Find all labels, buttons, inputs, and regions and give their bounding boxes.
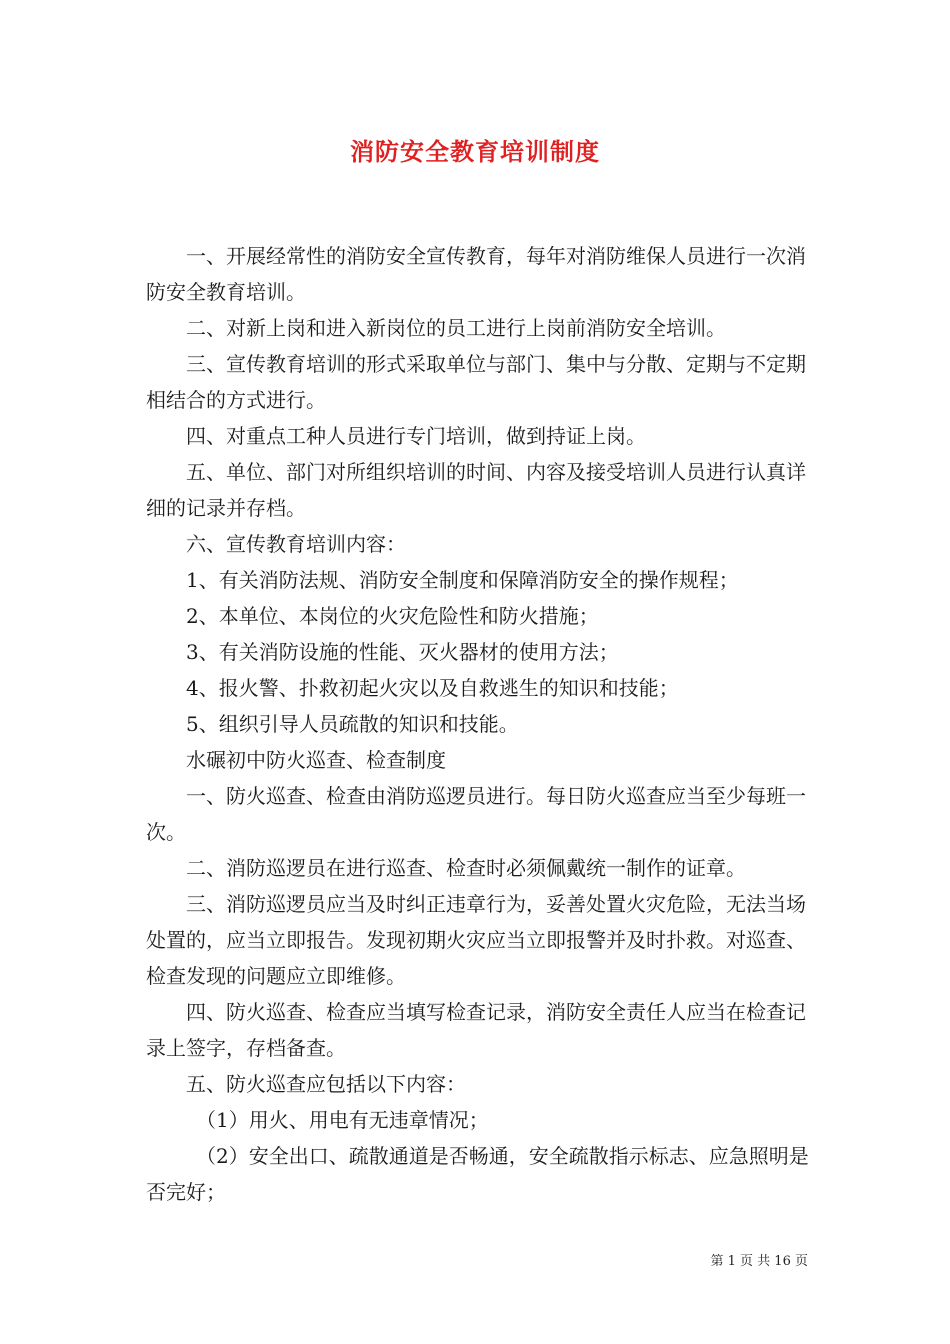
- page-number-footer: [0, 1250, 808, 1269]
- paragraph: 五、单位、部门对所组织培训的时间、内容及接受培训人员进行认真详细的记录并存档。: [146, 460, 806, 520]
- paragraph: 四、防火巡查、检查应当填写检查记录，消防安全责任人应当在检查记录上签字，存档备查。: [146, 1000, 806, 1060]
- paragraph: 一、防火巡查、检查由消防巡逻员进行。每日防火巡查应当至少每班一次。: [146, 784, 806, 844]
- list-item: 1、有关消防法规、消防安全制度和保障消防安全的操作规程；: [186, 568, 739, 592]
- footer-prefix: 第: [710, 1254, 724, 1269]
- paragraph: 四、对重点工种人员进行专门培训，做到持证上岗。: [186, 424, 646, 448]
- list-item: 3、有关消防设施的性能、灭火器材的使用方法；: [186, 640, 619, 664]
- list-item: （1）用火、用电有无违章情况；: [196, 1108, 489, 1132]
- total-pages: 16: [774, 1254, 791, 1269]
- list-item: （2）安全出口、疏散通道是否畅通，安全疏散指示标志、应急照明是否完好；: [146, 1144, 809, 1204]
- section-heading: 水碾初中防火巡查、检查制度: [186, 748, 446, 772]
- document-body: [146, 238, 811, 1210]
- footer-suffix: 页: [794, 1254, 808, 1269]
- paragraph: 三、宣传教育培训的形式采取单位与部门、集中与分散、定期与不定期相结合的方式进行。: [146, 352, 806, 412]
- paragraph: 三、消防巡逻员应当及时纠正违章行为，妥善处置火灾危险，无法当场处置的，应当立即报告。发现初期火灾应当立即报警并及时扑救。对巡查、检查发现的问题应立即维修。: [146, 892, 806, 988]
- list-item: 2、本单位、本岗位的火灾危险性和防火措施；: [186, 604, 599, 628]
- list-item: 4、报火警、扑救初起火灾以及自救逃生的知识和技能；: [186, 676, 679, 700]
- document-title: 消防安全教育培训制度: [350, 137, 600, 166]
- paragraph: 一、开展经常性的消防安全宣传教育，每年对消防维保人员进行一次消防安全教育培训。: [146, 244, 806, 304]
- list-item: 5、组织引导人员疏散的知识和技能。: [186, 712, 519, 736]
- current-page-number: 1: [727, 1254, 736, 1269]
- paragraph: 二、对新上岗和进入新岗位的员工进行上岗前消防安全培训。: [186, 316, 726, 340]
- paragraph: 六、宣传教育培训内容：: [186, 532, 406, 556]
- paragraph: 二、消防巡逻员在进行巡查、检查时必须佩戴统一制作的证章。: [186, 856, 746, 880]
- footer-middle: 页 共: [740, 1254, 771, 1269]
- paragraph: 五、防火巡查应包括以下内容：: [186, 1072, 466, 1096]
